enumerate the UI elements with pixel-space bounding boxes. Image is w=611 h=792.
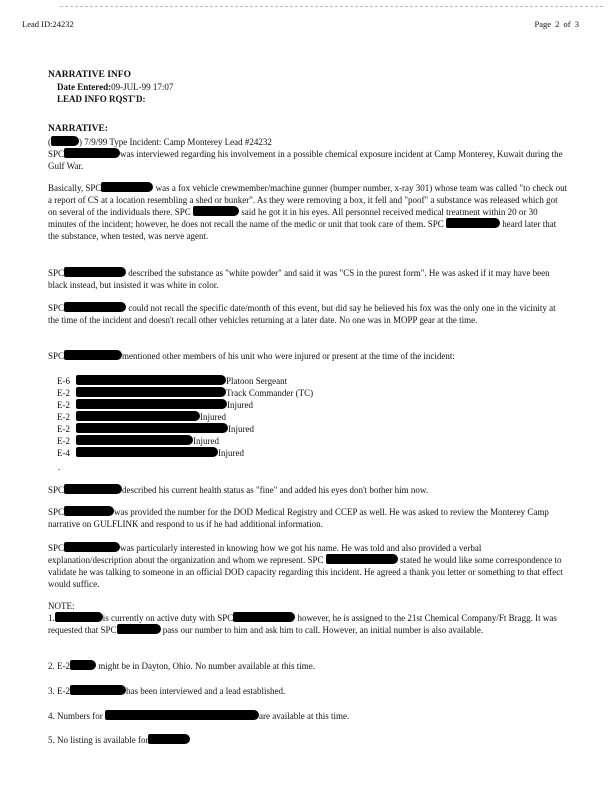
redaction — [64, 267, 126, 277]
redaction — [64, 148, 120, 158]
note-4-number: 4. Numbers for — [48, 711, 103, 721]
spc-label: SPC — [48, 543, 65, 553]
list-item — [57, 375, 287, 387]
list-item — [57, 447, 244, 459]
note-1-text-b: is currently on active duty with SPC — [102, 613, 234, 623]
member-role: Injured — [227, 400, 253, 410]
p7-text: was provided the number for the DOD Medical Registry and CCEP as well. He was asked to review the Monterey Camp narrative on GULFLINK and respond to us if he had additional information. — [48, 507, 549, 529]
redaction — [76, 375, 226, 385]
redaction — [76, 399, 227, 409]
list-item — [57, 435, 219, 447]
paragraph-3 — [48, 267, 568, 291]
member-rank: E-6 — [57, 376, 70, 386]
p4-text: could not recall the specific date/month of this event, but did say he believed his fox was the only one in the vicinity at the time of the incident and doesn't recall other vehicles returning at a later date. No one was in MOPP gear at the time. — [48, 303, 556, 325]
note-1-text-c: however, he is assigned to the 21st Chemical Company/Ft Bragg. It was requested that SPC — [48, 613, 557, 635]
redaction — [51, 136, 79, 146]
paragraph-8 — [48, 542, 568, 590]
redaction — [76, 423, 228, 433]
narrative-title: NARRATIVE: — [48, 124, 108, 134]
member-rank: E-2 — [57, 388, 70, 398]
redaction — [101, 182, 153, 192]
paren-open: ( — [48, 137, 51, 147]
note-3 — [48, 685, 568, 697]
top-border-line — [60, 6, 603, 7]
redaction — [326, 554, 398, 564]
lead-info-label: LEAD INFO RQST'D: — [57, 94, 146, 104]
p8-text-a: was particularly interested in knowing how we got his name. He was told and also provided a verbal explanation/description about the organization and whom we represent. SPC — [48, 543, 482, 565]
note-4 — [48, 710, 568, 722]
date-entered-label: Date Entered: — [57, 82, 112, 92]
redaction — [64, 302, 126, 312]
intro-line: ) 7/9/99 Type Incident: Camp Monterey Lead #24232 — [79, 137, 272, 147]
redaction — [64, 484, 122, 494]
narrative-info-section — [48, 69, 568, 105]
note-1 — [48, 612, 568, 636]
redaction — [64, 506, 114, 516]
redaction — [105, 710, 259, 720]
narrative-header-block — [48, 123, 568, 135]
date-entered-value: 09-JUL-99 17:07 — [111, 82, 174, 92]
member-rank: E-4 — [57, 448, 70, 458]
member-rank: E-2 — [57, 412, 70, 422]
member-role: Track Commander (TC) — [226, 388, 314, 398]
note-5-text: 5. No listing is available for — [48, 735, 149, 745]
redaction — [64, 542, 120, 552]
note-3-text: has been interviewed and a lead established. — [126, 686, 286, 696]
spc-label: SPC — [48, 149, 65, 159]
note-3-number: 3. E-2 — [48, 686, 70, 696]
paragraph-1: was interviewed regarding his involvement in a possible chemical exposure incident at Camp Monterey, Kuwait during the Gulf War. — [48, 149, 563, 171]
lead-id-header: Lead ID:24232 — [22, 19, 74, 29]
list-end-dot: . — [58, 462, 61, 472]
note-title: NOTE: — [48, 601, 75, 611]
redaction — [70, 660, 96, 670]
spc-label: SPC — [48, 303, 65, 313]
redaction — [64, 350, 122, 360]
redaction — [233, 612, 295, 622]
member-role: Injured — [200, 412, 226, 422]
p8-text-b: stated he would like some correspondence to validate he was talking to someone in an official DOD capacity regarding this incident. He agreed a thank you letter or something to that effect would suffice. — [48, 555, 563, 589]
p2-text-b: was a fox vehicle crewmember/machine gunner (bumper number, x-ray 301) whose team was called "to check out a report of CS at a location resembling a shed or bunker". As they were removing a box, it fell and "poof" a substance was released which got on several of the individuals there. SPC — [48, 183, 568, 217]
redaction — [117, 624, 161, 634]
spc-label: SPC — [48, 268, 65, 278]
note-2-number: 2. E-2 — [48, 661, 70, 671]
narrative-intro — [48, 136, 568, 172]
note-2-text: might be in Dayton, Ohio. No number available at this time. — [98, 661, 315, 671]
redaction — [70, 685, 126, 695]
paragraph-5 — [48, 350, 568, 362]
note-5 — [48, 734, 568, 746]
list-item — [57, 411, 226, 423]
member-rank: E-2 — [57, 436, 70, 446]
redaction — [76, 411, 200, 421]
paragraph-6 — [48, 484, 568, 496]
member-role: Injured — [228, 424, 254, 434]
p2-text-c: said he got it in his eyes. All personnel received medical treatment within 20 or 30 minutes of the incident; however, he does not recall the name of the medic or unit that took care of them. SPC — [48, 207, 538, 229]
page-number: Page 2 of 3 — [534, 19, 579, 29]
p2-text-d: heard later that the substance, when tested, was nerve agent. — [48, 219, 557, 241]
date-entered-line — [48, 81, 568, 93]
spc-label: SPC — [48, 485, 65, 495]
note-4-text: are available at this time. — [259, 711, 350, 721]
redaction — [148, 734, 190, 744]
redaction — [55, 612, 103, 622]
list-item — [57, 423, 254, 435]
note-1-text-d: pass our number to him and ask him to call. However, an initial number is also available. — [162, 625, 484, 635]
narrative-info-title: NARRATIVE INFO — [48, 70, 131, 80]
p6-text: described his current health status as "fine" and added his eyes don't bother him now. — [122, 485, 429, 495]
redaction — [446, 218, 500, 228]
paragraph-7 — [48, 506, 568, 530]
member-rank: E-2 — [57, 400, 70, 410]
spc-label: SPC — [48, 507, 65, 517]
redaction — [76, 435, 193, 445]
paragraph-4 — [48, 302, 568, 326]
note-2 — [48, 660, 568, 672]
p3-text: described the substance as "white powder" and said it was "CS in the purest form". He was asked if it may have been black instead, but insisted it was white in color. — [48, 268, 550, 290]
redaction — [76, 387, 226, 397]
p2-text-a: Basically, SPC — [48, 183, 102, 193]
redaction — [76, 447, 218, 457]
note-1-number: 1. — [48, 613, 55, 623]
member-role: Injured — [193, 436, 219, 446]
list-item — [57, 399, 253, 411]
p5-text: mentioned other members of his unit who were injured or present at the time of the incident: — [122, 351, 455, 361]
member-role: Injured — [218, 448, 244, 458]
member-role: Platoon Sergeant — [226, 376, 288, 386]
paragraph-2 — [48, 182, 568, 242]
spc-label: SPC — [48, 351, 65, 361]
note-section — [48, 600, 568, 636]
member-rank: E-2 — [57, 424, 70, 434]
redaction — [193, 206, 239, 216]
list-item — [57, 387, 313, 399]
